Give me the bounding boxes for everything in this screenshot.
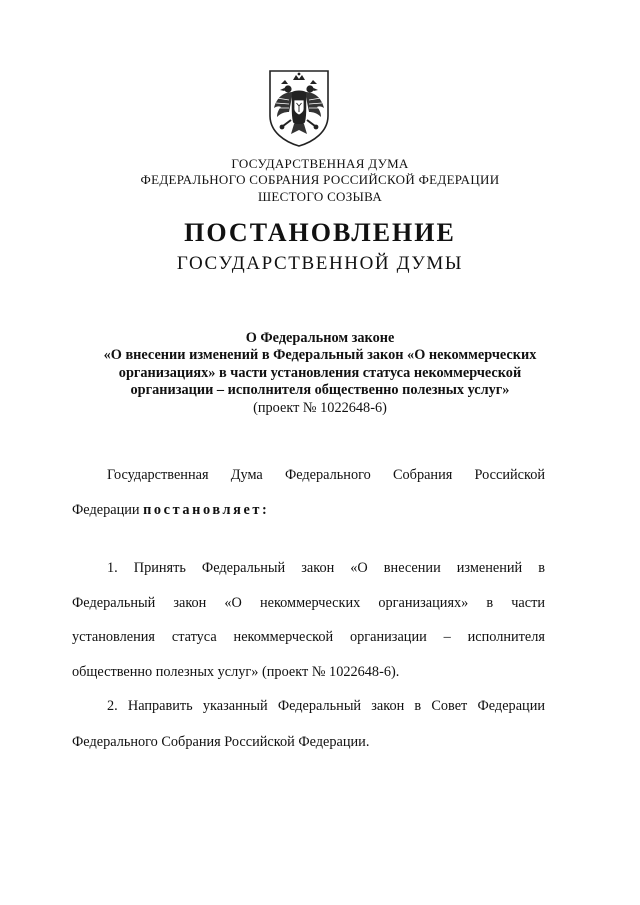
preamble-decree-word: постановляет: bbox=[143, 502, 270, 518]
item-1-line: установления статуса некоммерческой организации – исполнителя bbox=[72, 629, 545, 645]
document-type: ПОСТАНОВЛЕНИЕ bbox=[184, 218, 456, 247]
item-2-line: 2. Направить указанный Федеральный закон в Совет Федерации bbox=[107, 698, 545, 714]
subject-line: «О внесении изменений в Федеральный закон «О некоммерческих bbox=[103, 347, 537, 364]
subject-line: О Федеральном законе bbox=[245, 330, 395, 346]
subject-line: организации – исполнителя общественно полезных услуг» bbox=[130, 382, 510, 399]
item-1-line: общественно полезных услуг» (проект № 1022648-6). bbox=[72, 664, 400, 680]
coat-of-arms-icon bbox=[267, 68, 331, 148]
header-line-convocation: ШЕСТОГО СОЗЫВА bbox=[257, 189, 383, 204]
item-1-line: 1. Принять Федеральный закон «О внесении изменений в bbox=[107, 560, 545, 576]
document-issuer: ГОСУДАРСТВЕННОЙ ДУМЫ bbox=[176, 253, 464, 274]
preamble-line: Государственная Дума Федерального Собрания Российской bbox=[107, 467, 545, 483]
preamble-line bbox=[72, 501, 545, 519]
document-subject bbox=[60, 330, 580, 417]
item-1-line: Федеральный закон «О некоммерческих организациях» в части bbox=[72, 595, 545, 611]
subject-project-number: (проект № 1022648-6) bbox=[253, 399, 387, 416]
header-line-federal-assembly: ФЕДЕРАЛЬНОГО СОБРАНИЯ РОССИЙСКОЙ ФЕДЕРАЦИИ bbox=[140, 172, 500, 187]
item-2-line: Федерального Собрания Российской Федерации. bbox=[72, 734, 370, 750]
preamble-text: Федерации bbox=[72, 502, 144, 518]
subject-line: организациях» в части установления статуса некоммерческой bbox=[118, 364, 522, 381]
header-line-duma: ГОСУДАРСТВЕННАЯ ДУМА bbox=[231, 156, 409, 171]
